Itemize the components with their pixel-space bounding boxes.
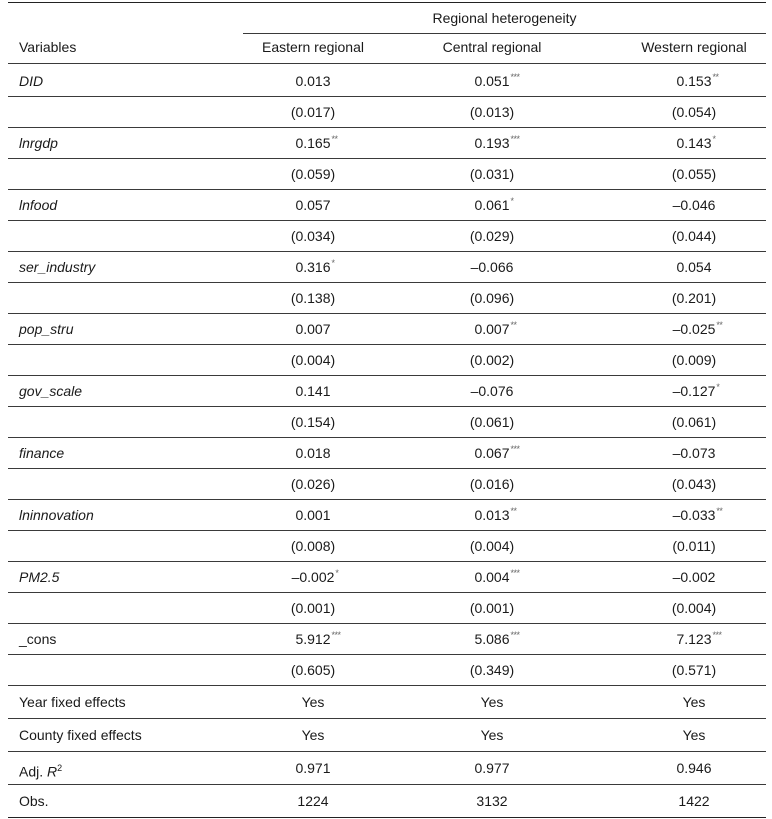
significance-stars: **	[331, 134, 338, 144]
footer-value: 1224	[297, 793, 329, 809]
footer-label	[19, 726, 142, 744]
coefficient-cell	[624, 506, 764, 524]
coefficient-cell	[624, 258, 764, 276]
coefficient-cell	[624, 320, 764, 338]
significance-stars: ***	[510, 630, 520, 640]
header-rule	[8, 63, 766, 64]
footer-value: Yes	[301, 727, 325, 743]
row-rule	[8, 313, 766, 314]
coefficient-value: –0.046	[672, 197, 716, 213]
coefficient-cell	[246, 258, 380, 276]
coefficient-value: 0.141	[295, 383, 331, 399]
group-rule	[243, 33, 766, 34]
significance-stars: *	[335, 568, 339, 578]
superscript: 2	[57, 763, 63, 773]
coefficient-value: –0.033 **	[673, 506, 716, 524]
standard-error-cell: (0.001)	[469, 600, 515, 616]
column-header-central: Central regional	[442, 39, 542, 55]
standard-error-cell: (0.031)	[469, 166, 515, 182]
row-rule	[8, 282, 766, 283]
footer-value: Yes	[480, 694, 504, 710]
significance-stars: ***	[510, 134, 520, 144]
coefficient-cell	[424, 258, 560, 276]
coefficient-value: 0.067 ***	[474, 444, 509, 462]
footer-value: 3132	[476, 793, 508, 809]
standard-error-cell: (0.011)	[672, 538, 716, 554]
footer-value: Yes	[480, 727, 504, 743]
coefficient-cell	[624, 72, 764, 90]
significance-stars: ***	[510, 72, 520, 82]
row-rule	[8, 623, 766, 624]
variable-label: pop_stru	[19, 321, 74, 337]
coefficient-value: –0.025 **	[673, 320, 716, 338]
coefficient-value: –0.076	[470, 383, 514, 399]
coefficient-value: 0.004 ***	[474, 568, 509, 586]
variable-label: ser_industry	[19, 259, 96, 275]
standard-error-cell: (0.004)	[469, 538, 515, 554]
coefficient-cell	[246, 320, 380, 338]
coefficient-value: 0.054	[676, 259, 712, 275]
standard-error-cell: (0.201)	[671, 290, 717, 306]
variable-label: DID	[19, 73, 44, 89]
footer-value: 0.946	[676, 760, 712, 776]
standard-error-cell: (0.061)	[671, 414, 717, 430]
standard-error-cell: (0.571)	[671, 662, 717, 678]
coefficient-value: 5.086 ***	[474, 630, 509, 648]
coefficient-value: 0.316 *	[295, 258, 330, 276]
standard-error-cell: (0.001)	[290, 600, 336, 616]
footer-label	[19, 792, 49, 810]
standard-error-cell: (0.004)	[671, 600, 717, 616]
row-rule	[8, 437, 766, 438]
footer-label	[19, 759, 62, 781]
standard-error-cell: (0.055)	[671, 166, 717, 182]
standard-error-cell: (0.029)	[469, 228, 515, 244]
variable-label: finance	[19, 445, 65, 461]
coefficient-value: 0.165 **	[295, 134, 330, 152]
coefficient-cell	[624, 382, 764, 400]
coefficient-cell	[624, 444, 764, 462]
row-rule	[8, 499, 766, 500]
row-rule	[8, 158, 766, 159]
coefficient-value: –0.066	[470, 259, 514, 275]
row-rule	[8, 468, 766, 469]
standard-error-cell: (0.013)	[469, 104, 515, 120]
significance-stars: **	[510, 506, 517, 516]
significance-stars: *	[510, 196, 514, 206]
row-rule	[8, 127, 766, 128]
coefficient-cell	[246, 196, 380, 214]
coefficient-value: 0.153 **	[676, 72, 711, 90]
row-rule	[8, 751, 766, 752]
significance-stars: *	[712, 134, 716, 144]
column-header-western: Western regional	[641, 39, 747, 55]
coefficient-value: 0.013	[295, 73, 331, 89]
coefficient-cell	[624, 630, 764, 648]
footer-value: 0.971	[295, 760, 331, 776]
row-rule	[8, 406, 766, 407]
coefficient-cell	[246, 568, 380, 586]
standard-error-cell: (0.026)	[290, 476, 336, 492]
coefficient-value: 0.013 **	[474, 506, 509, 524]
coefficient-value: 0.007	[295, 321, 331, 337]
coefficient-cell	[624, 134, 764, 152]
standard-error-cell: (0.349)	[469, 662, 515, 678]
row-rule	[8, 685, 766, 686]
footer-value: Yes	[682, 727, 706, 743]
significance-stars: ***	[712, 630, 722, 640]
row-rule	[8, 251, 766, 252]
significance-stars: **	[510, 320, 517, 330]
coefficient-cell	[246, 382, 380, 400]
row-rule	[8, 592, 766, 593]
coefficient-cell	[424, 568, 560, 586]
coefficient-value: 0.001	[295, 507, 331, 523]
row-rule	[8, 96, 766, 97]
standard-error-cell: (0.138)	[290, 290, 336, 306]
row-rule	[8, 344, 766, 345]
coefficient-value: 7.123 ***	[676, 630, 711, 648]
standard-error-cell: (0.605)	[290, 662, 336, 678]
row-rule	[8, 220, 766, 221]
column-header-eastern: Eastern regional	[262, 39, 364, 55]
group-header: Regional heterogeneity	[432, 10, 577, 26]
standard-error-cell: (0.096)	[469, 290, 515, 306]
significance-stars: *	[716, 382, 720, 392]
standard-error-cell: (0.061)	[469, 414, 515, 430]
coefficient-cell	[424, 320, 560, 338]
variable-label: PM2.5	[19, 569, 60, 585]
footer-value: 1422	[678, 793, 710, 809]
coefficient-cell	[246, 72, 380, 90]
bottom-rule	[8, 817, 766, 818]
footer-value: Yes	[301, 694, 325, 710]
variable-label: gov_scale	[19, 383, 83, 399]
row-rule	[8, 561, 766, 562]
row-rule	[8, 375, 766, 376]
significance-stars: **	[716, 320, 723, 330]
coefficient-cell	[424, 444, 560, 462]
coefficient-cell	[424, 72, 560, 90]
footer-label-text: County fixed effects	[19, 727, 142, 743]
coefficient-value: 0.193 ***	[474, 134, 509, 152]
footer-label	[19, 693, 126, 711]
coefficient-value: 0.143 *	[676, 134, 711, 152]
coefficient-value: –0.002	[672, 569, 716, 585]
coefficient-value: –0.073	[672, 445, 716, 461]
coefficient-value: 0.051 ***	[474, 72, 509, 90]
coefficient-cell	[424, 506, 560, 524]
coefficient-cell	[424, 630, 560, 648]
coefficient-cell	[246, 134, 380, 152]
standard-error-cell: (0.043)	[671, 476, 717, 492]
footer-label-text: Year fixed effects	[19, 694, 126, 710]
variable-label: lninnovation	[19, 507, 94, 523]
coefficient-cell	[624, 196, 764, 214]
standard-error-cell: (0.044)	[671, 228, 717, 244]
coefficient-value: –0.002 *	[292, 568, 335, 586]
footer-value: 0.977	[474, 760, 510, 776]
coefficient-cell	[424, 382, 560, 400]
significance-stars: ***	[331, 630, 341, 640]
standard-error-cell: (0.016)	[469, 476, 515, 492]
coefficient-value: 0.061 *	[474, 196, 509, 214]
standard-error-cell: (0.059)	[290, 166, 336, 182]
footer-label-text: Adj. R	[19, 763, 58, 780]
significance-stars: *	[331, 258, 335, 268]
coefficient-value: –0.127 *	[673, 382, 716, 400]
variable-label: lnrgdp	[19, 135, 58, 151]
coefficient-value: 0.057	[295, 197, 331, 213]
row-rule	[8, 530, 766, 531]
standard-error-cell: (0.008)	[290, 538, 336, 554]
row-rule	[8, 654, 766, 655]
coefficient-cell	[624, 568, 764, 586]
footer-label-text: Obs.	[19, 793, 49, 809]
significance-stars: ***	[510, 568, 520, 578]
standard-error-cell: (0.002)	[469, 352, 515, 368]
standard-error-cell: (0.004)	[290, 352, 336, 368]
standard-error-cell: (0.009)	[671, 352, 717, 368]
coefficient-cell	[424, 196, 560, 214]
variable-label: lnfood	[19, 197, 58, 213]
coefficient-value: 5.912 ***	[295, 630, 330, 648]
coefficient-cell	[424, 134, 560, 152]
variable-label: _cons	[19, 631, 57, 647]
standard-error-cell: (0.154)	[290, 414, 336, 430]
standard-error-cell: (0.054)	[671, 104, 717, 120]
standard-error-cell: (0.017)	[290, 104, 336, 120]
coefficient-value: 0.007 **	[474, 320, 509, 338]
row-rule	[8, 189, 766, 190]
coefficient-cell	[246, 630, 380, 648]
significance-stars: **	[716, 506, 723, 516]
coefficient-cell	[246, 444, 380, 462]
row-rule	[8, 784, 766, 785]
significance-stars: **	[712, 72, 719, 82]
coefficient-cell	[246, 506, 380, 524]
row-rule	[8, 718, 766, 719]
top-rule	[8, 2, 766, 3]
standard-error-cell: (0.034)	[290, 228, 336, 244]
coefficient-value: 0.018	[295, 445, 331, 461]
variables-header: Variables	[19, 39, 77, 55]
footer-value: Yes	[682, 694, 706, 710]
significance-stars: ***	[510, 444, 520, 454]
